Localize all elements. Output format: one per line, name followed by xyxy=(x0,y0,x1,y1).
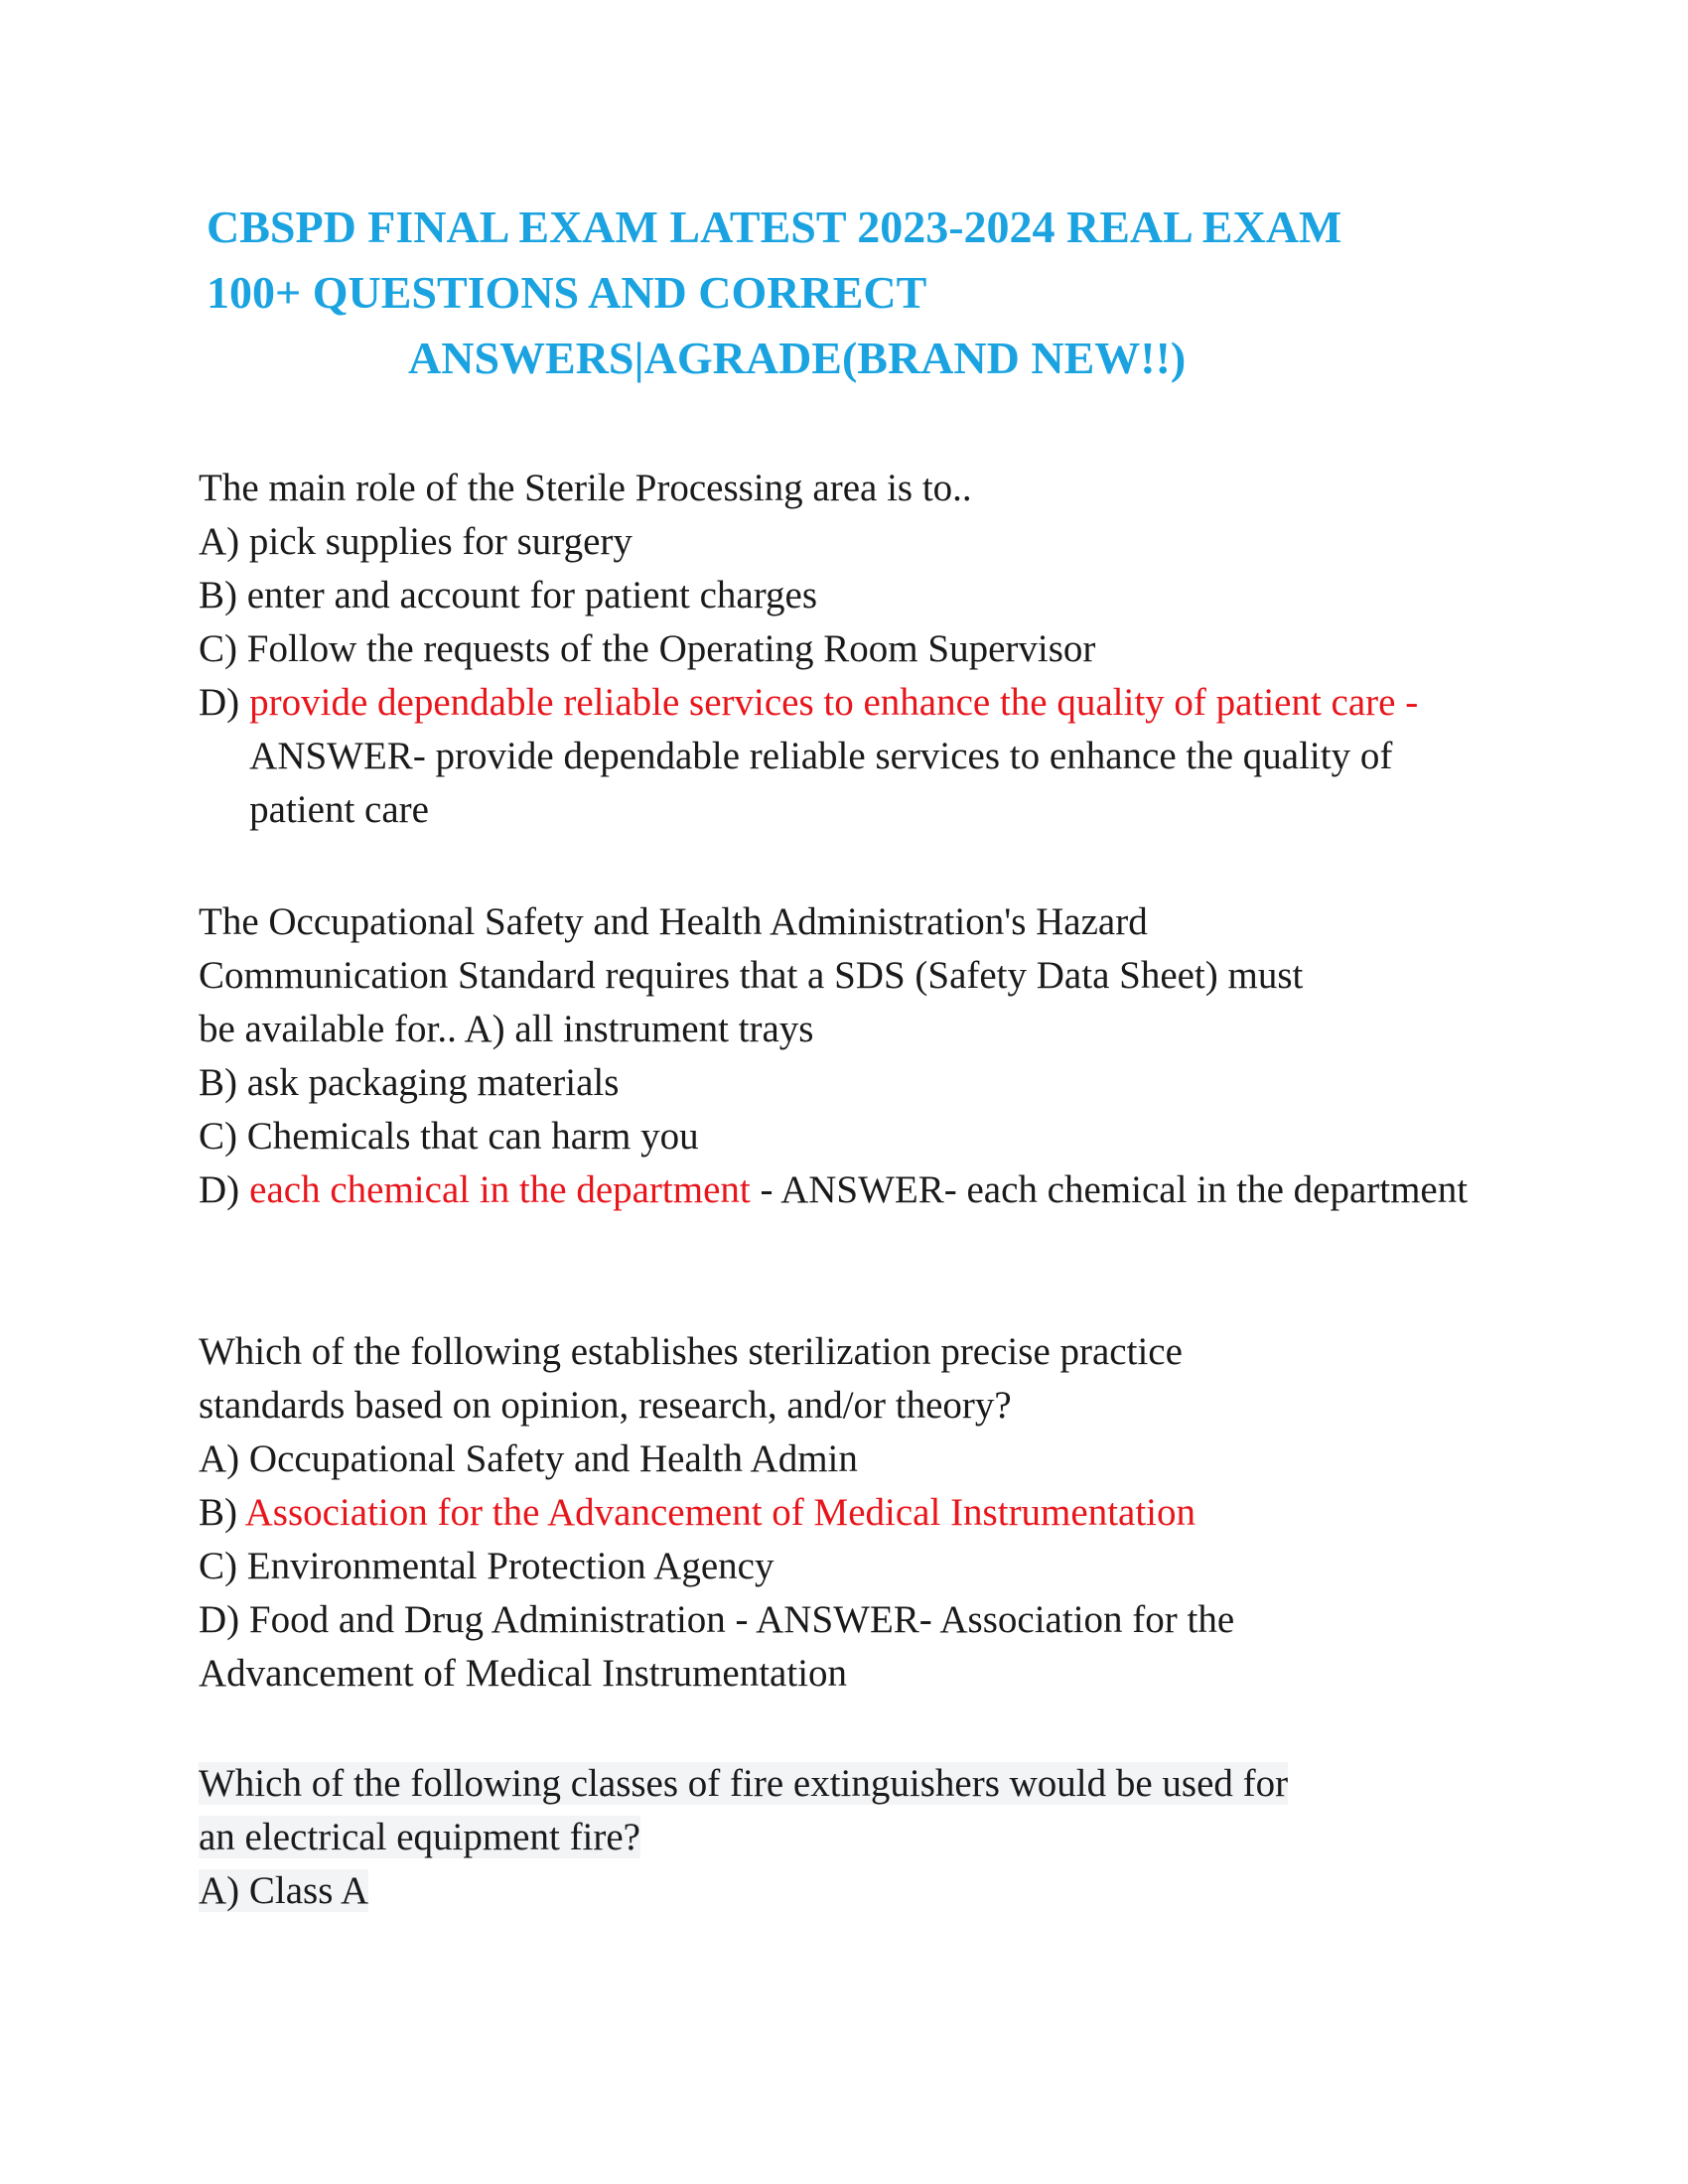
option-b-label: B) xyxy=(199,1491,237,1534)
question-3 xyxy=(199,1325,1489,1701)
question-3-option-d-line-1: D) Food and Drug Administration - ANSWER- Association for the xyxy=(199,1598,1235,1641)
question-1-option-c: C) Follow the requests of the Operating Room Supervisor xyxy=(199,627,1096,670)
question-2-option-b: B) ask packaging materials xyxy=(199,1061,620,1104)
option-d-label: D) xyxy=(199,1168,240,1211)
question-4-option-a: A) Class A xyxy=(199,1869,369,1912)
question-1-stem: The main role of the Sterile Processing area is to.. xyxy=(199,467,972,509)
question-2-option-c: C) Chemicals that can harm you xyxy=(199,1115,699,1158)
question-2-stem-line-2: Communication Standard requires that a SDS (Safety Data Sheet) must xyxy=(199,954,1304,997)
question-2-option-d xyxy=(199,1163,1489,1217)
option-d-text xyxy=(249,676,1489,837)
question-3-stem-line-1: Which of the following establishes sterilization precise practice xyxy=(199,1330,1183,1373)
title-line-3: ANSWERS|AGRADE(BRAND NEW!!) xyxy=(408,333,1187,383)
document-title xyxy=(207,195,1517,391)
title-line-1: CBSPD FINAL EXAM LATEST 2023-2024 REAL EXAM xyxy=(207,202,1342,252)
question-3-option-b xyxy=(199,1486,1489,1540)
question-1-option-b: B) enter and account for patient charges xyxy=(199,574,818,616)
question-4-stem-line-1: Which of the following classes of fire extinguishers would be used for xyxy=(199,1762,1289,1805)
question-3-option-a: A) Occupational Safety and Health Admin xyxy=(199,1437,858,1480)
question-3-option-d-line-2: Advancement of Medical Instrumentation xyxy=(199,1652,848,1695)
correct-answer-highlight: provide dependable reliable services to enhance the quality of patient care - xyxy=(249,681,1419,724)
question-1 xyxy=(199,462,1489,837)
title-line-2: 100+ QUESTIONS AND CORRECT xyxy=(207,267,927,318)
question-2-stem-line-1: The Occupational Safety and Health Administration's Hazard xyxy=(199,900,1148,943)
answer-key: - ANSWER- each chemical in the department xyxy=(750,1168,1469,1211)
option-d-label: D) xyxy=(199,681,240,724)
option-d-text xyxy=(249,1163,1489,1217)
question-4 xyxy=(199,1757,1489,1918)
question-3-option-c: C) Environmental Protection Agency xyxy=(199,1545,774,1587)
question-2-stem-line-3: be available for.. A) all instrument trays xyxy=(199,1008,814,1050)
question-2 xyxy=(199,895,1489,1217)
question-3-stem-line-2: standards based on opinion, research, and/or theory? xyxy=(199,1384,1012,1427)
question-1-option-a: A) pick supplies for surgery xyxy=(199,520,633,563)
question-4-stem-line-2: an electrical equipment fire? xyxy=(199,1816,640,1858)
correct-answer-highlight: Association for the Advancement of Medical Instrumentation xyxy=(244,1491,1196,1534)
answer-key: ANSWER- provide dependable reliable services to enhance the quality of patient care xyxy=(249,735,1393,831)
correct-answer-highlight: each chemical in the department xyxy=(249,1168,751,1211)
question-1-option-d xyxy=(199,676,1489,837)
